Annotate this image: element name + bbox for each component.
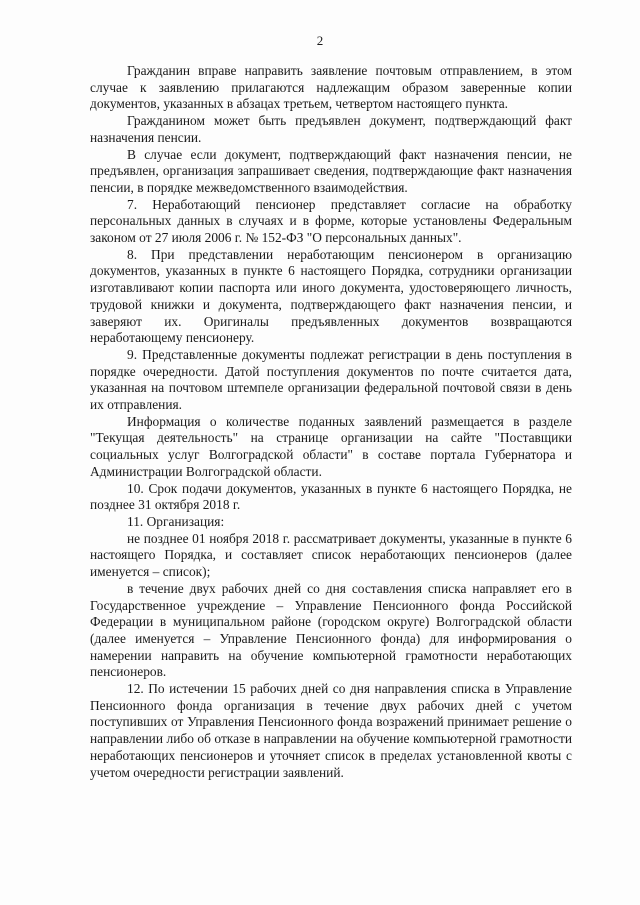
paragraph-item-10: 10. Срок подачи документов, указанных в пункте 6 настоящего Порядка, не позднее 31 октября 2018 г.: [90, 480, 572, 513]
paragraph-item-12: 12. По истечении 15 рабочих дней со дня направления списка в Управление Пенсионного фонда организация в течение двух рабочих дней с учетом поступивших от Управления Пенсионного фонда возражений принимает решение о направлении либо об отказе в направлении на обучение компьютерной грамотности неработающих пенсионеров и уточняет список в пределах установленной квоты с учетом очередности регистрации заявлений.: [90, 681, 572, 780]
document-body: [90, 63, 572, 781]
page-number: 2: [316, 33, 324, 48]
paragraph-item-7: 7. Неработающий пенсионер представляет согласие на обработку персональных данных в случаях и в форме, которые установлены Федеральным законом от 27 июля 2006 г. № 152-ФЗ "О персональных данных".: [90, 196, 572, 246]
paragraph-item-11: 11. Организация:: [127, 513, 225, 529]
paragraph-mail-submission: Гражданин вправе направить заявление почтовым отправлением, в этом случае к заявлению прилагаются надлежащим образом заверенные копии документов, указанных в абзацах третьем, четвертом настоящего пункта.: [90, 63, 572, 112]
paragraph-information-posting: Информация о количестве поданных заявлений размещается в разделе "Текущая деятельность" на странице организации на сайте "Поставщики социальных услуг Волгоградской области" в составе портала Губернатора и Администрации Волгоградской области.: [90, 413, 572, 479]
paragraph-review-deadline: не позднее 01 ноября 2018 г. рассматривает документы, указанные в пункте 6 настоящего Порядка, и составляет список неработающих пенсионеров (далее именуется – список);: [90, 530, 572, 580]
paragraph-item-9: 9. Представленные документы подлежат регистрации в день поступления в порядке очередности. Датой поступления документов по почте считается дата, указанная на почтовом штемпеле организации федеральной почтовой связи в день их отправления.: [90, 346, 572, 413]
paragraph-interagency-request: В случае если документ, подтверждающий факт назначения пенсии, не предъявлен, организация запрашивает сведения, подтверждающие факт назначения пенсии, в порядке межведомственного взаимодействия.: [90, 146, 572, 195]
paragraph-send-list: в течение двух рабочих дней со дня составления списка направляет его в Государственное учреждение – Управление Пенсионного фонда Российской Федерации в муниципальном районе (городском округе) Волгоградской области (далее именуется – Управление Пенсионного фонда) для информирования о намерении направить на обучение компьютерной грамотности неработающих пенсионеров.: [90, 580, 572, 680]
paragraph-pension-document: Гражданином может быть предъявлен документ, подтверждающий факт назначения пенсии.: [90, 113, 572, 145]
paragraph-item-8: 8. При представлении неработающим пенсионером в организацию документов, указанных в пункте 6 настоящего Порядка, сотрудники организации изготавливают копии паспорта или иного документа, удостоверяющего личность, трудовой книжки и документа, подтверждающего факт назначения пенсии, и заверяют их. Оригиналы предъявленных документов возвращаются неработающему пенсионеру.: [90, 246, 572, 346]
